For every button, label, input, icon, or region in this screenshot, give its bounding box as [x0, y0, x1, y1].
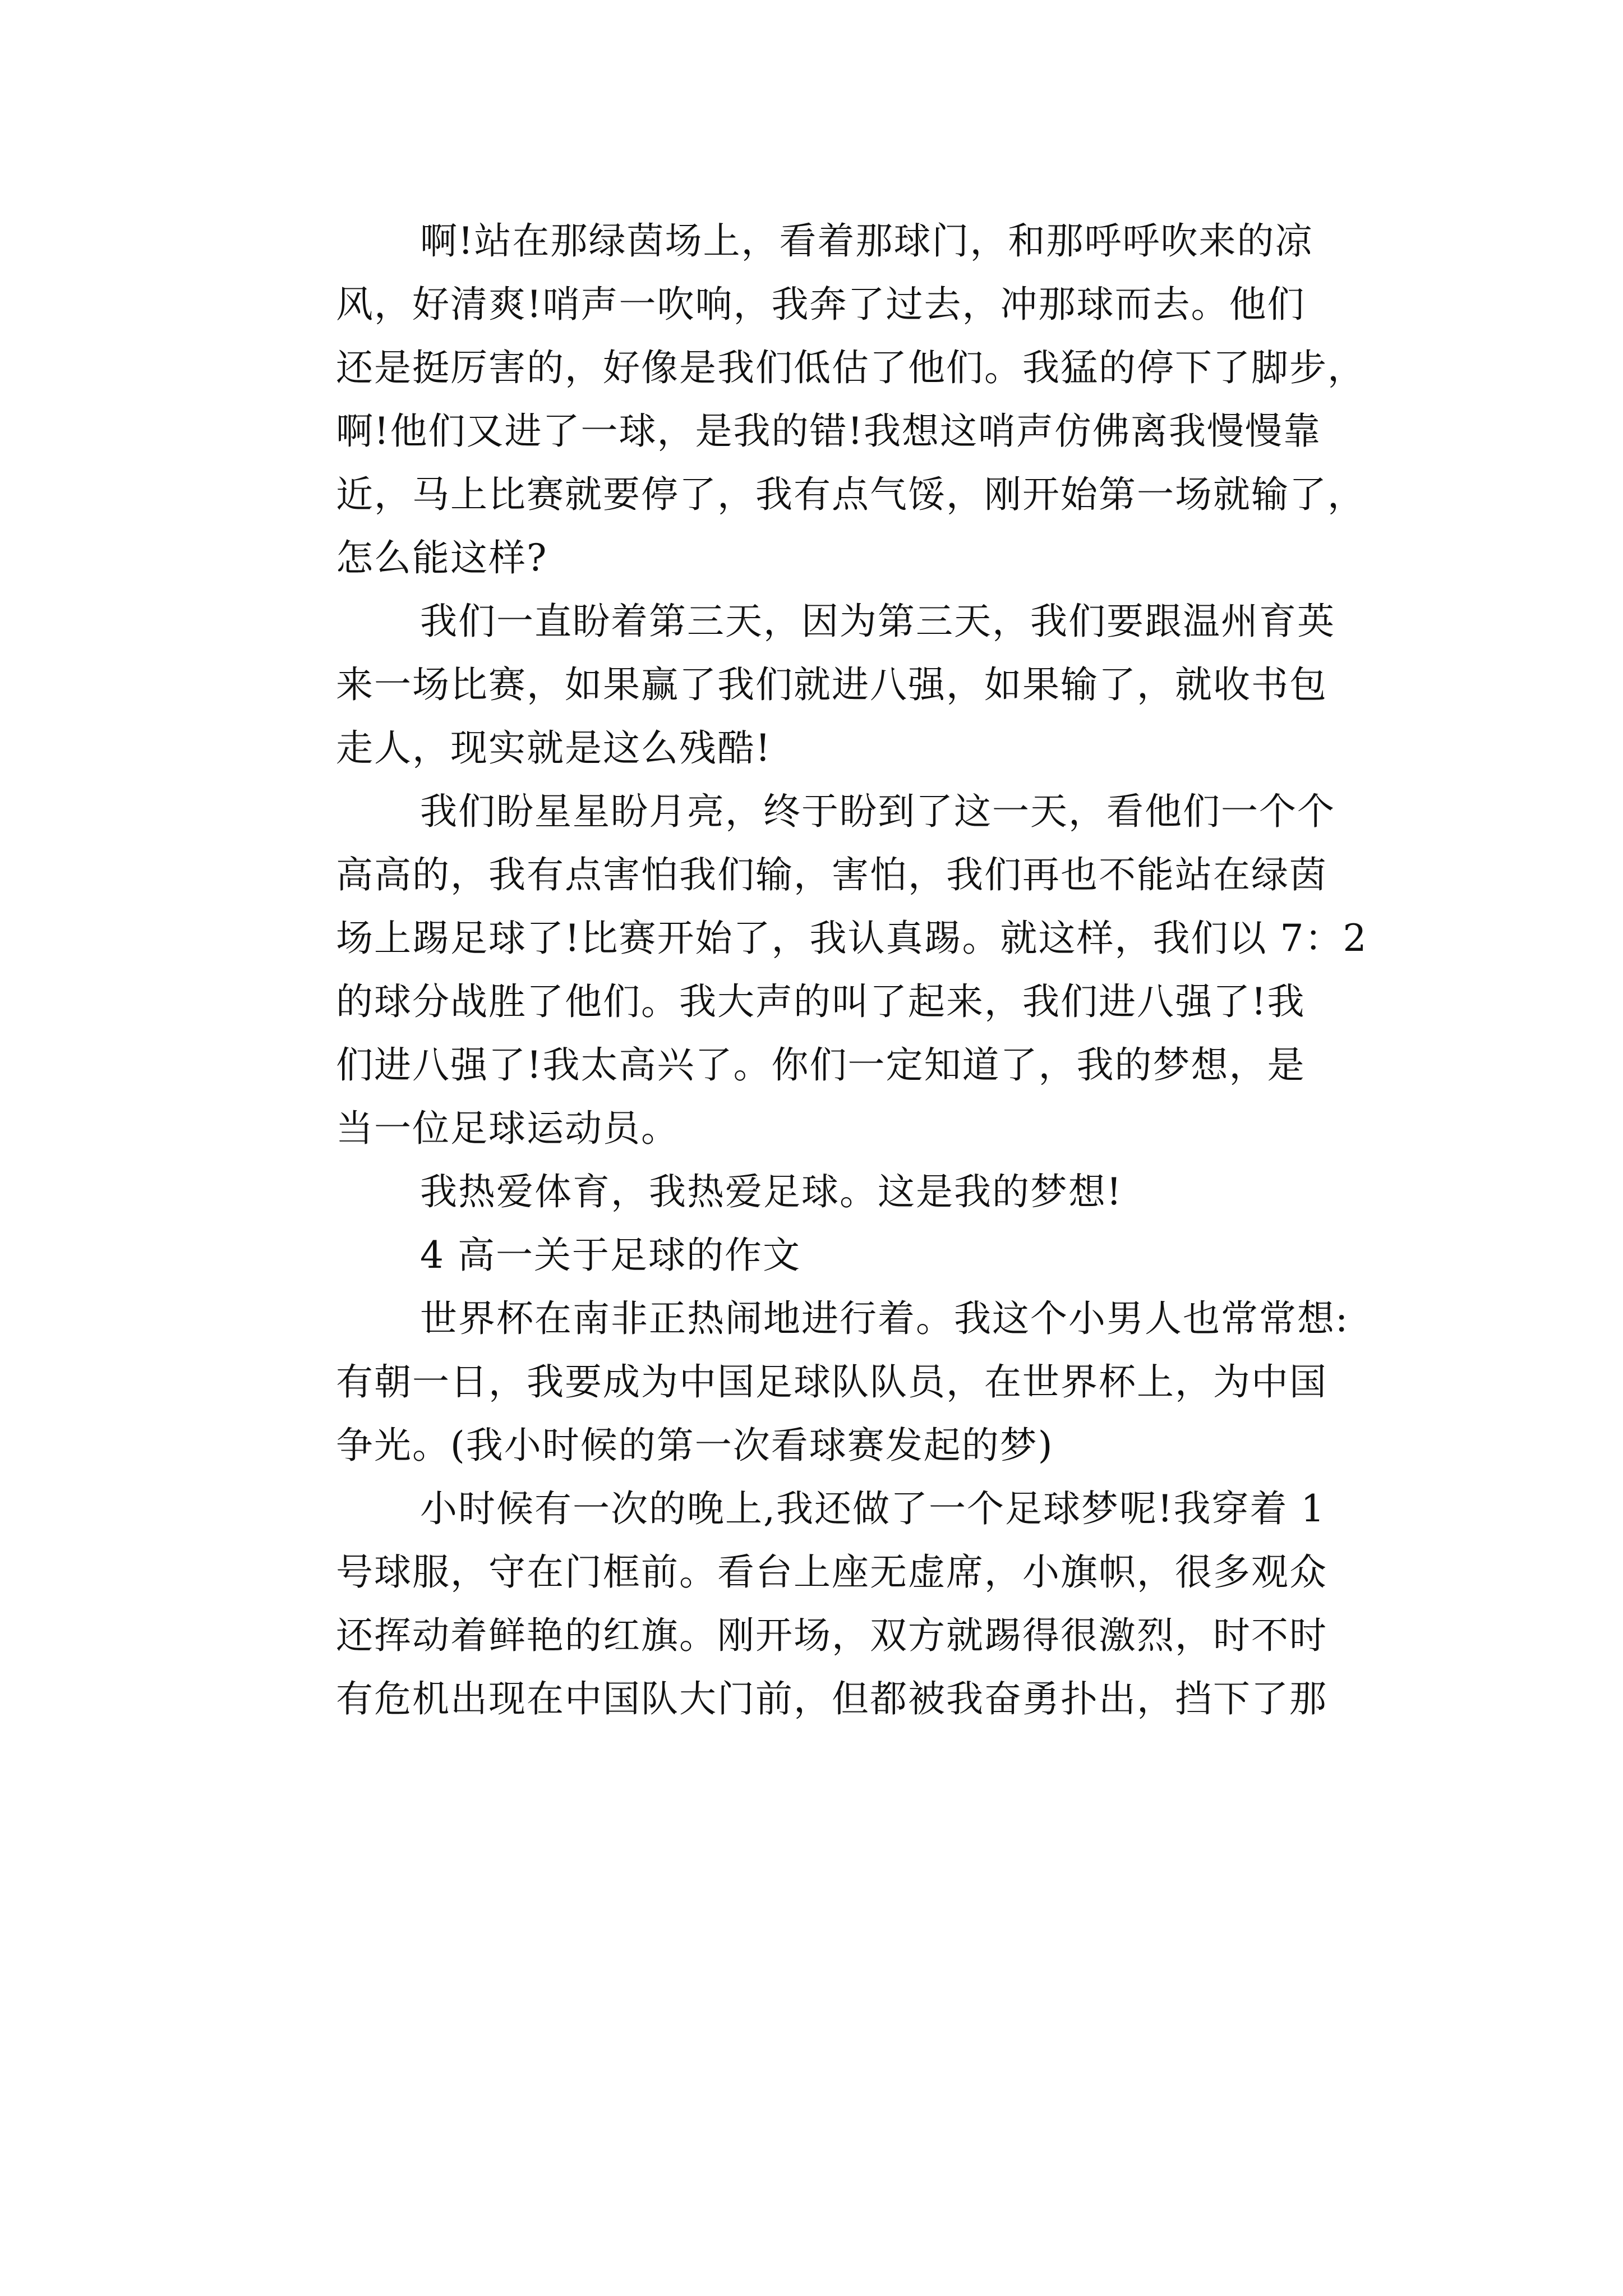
text-line: 风，好清爽!哨声一吹响，我奔了过去，冲那球而去。他们 [336, 283, 1306, 326]
text-line: 小时候有一次的晚上,我还做了一个足球梦呢!我穿着 1 [420, 1487, 1326, 1530]
text-line: 还是挺厉害的，好像是我们低估了他们。我猛的停下了脚步， [336, 346, 1366, 389]
text-line: 当一位足球运动员。 [336, 1107, 679, 1150]
text-line: 啊!他们又进了一球，是我的错!我想这哨声仿佛离我慢慢靠 [336, 409, 1322, 453]
paragraph-5 [252, 1287, 1377, 1477]
text-line: 还挥动着鲜艳的红旗。刚开场，双方就踢得很激烈，时不时 [336, 1614, 1327, 1657]
heading-line: 4 高一关于足球的作文 [420, 1234, 801, 1277]
text-line: 怎么能这样? [336, 536, 548, 579]
text-line: 们进八强了!我太高兴了。你们一定知道了，我的梦想，是 [336, 1043, 1306, 1087]
text-line: 的球分战胜了他们。我大声的叫了起来，我们进八强了!我 [336, 980, 1306, 1023]
document-body [252, 209, 1377, 1731]
paragraph-4 [252, 1160, 1377, 1223]
paragraph-2 [252, 590, 1377, 780]
text-line: 争光。(我小时候的第一次看球赛发起的梦) [336, 1424, 1054, 1467]
text-line: 我热爱体育，我热爱足球。这是我的梦想! [420, 1170, 1123, 1213]
section-heading [252, 1223, 1377, 1287]
paragraph-1 [252, 209, 1377, 590]
text-line: 有危机出现在中国队大门前，但都被我奋勇扑出，挡下了那 [336, 1677, 1327, 1720]
text-line: 有朝一日，我要成为中国足球队队员，在世界杯上，为中国 [336, 1360, 1327, 1404]
text-line: 啊!站在那绿茵场上，看着那球门，和那呼呼吹来的凉 [420, 219, 1313, 263]
text-line: 走人，现实就是这么残酷! [336, 726, 772, 770]
text-line: 场上踢足球了!比赛开始了，我认真踢。就这样，我们以 7：2 [336, 917, 1368, 960]
text-line: 号球服，守在门框前。看台上座无虚席，小旗帜，很多观众 [336, 1550, 1327, 1594]
paragraph-6 [252, 1477, 1377, 1731]
text-line: 来一场比赛，如果赢了我们就进八强，如果输了，就收书包 [336, 663, 1327, 706]
paragraph-3 [252, 780, 1377, 1160]
text-line: 近，马上比赛就要停了，我有点气馁，刚开始第一场就输了， [336, 473, 1366, 516]
text-line: 我们一直盼着第三天，因为第三天，我们要跟温州育英 [420, 600, 1335, 643]
text-line: 我们盼星星盼月亮，终于盼到了这一天，看他们一个个 [420, 790, 1335, 833]
text-line: 世界杯在南非正热闹地进行着。我这个小男人也常常想: [420, 1297, 1349, 1340]
text-line: 高高的，我有点害怕我们输，害怕，我们再也不能站在绿茵 [336, 853, 1327, 896]
